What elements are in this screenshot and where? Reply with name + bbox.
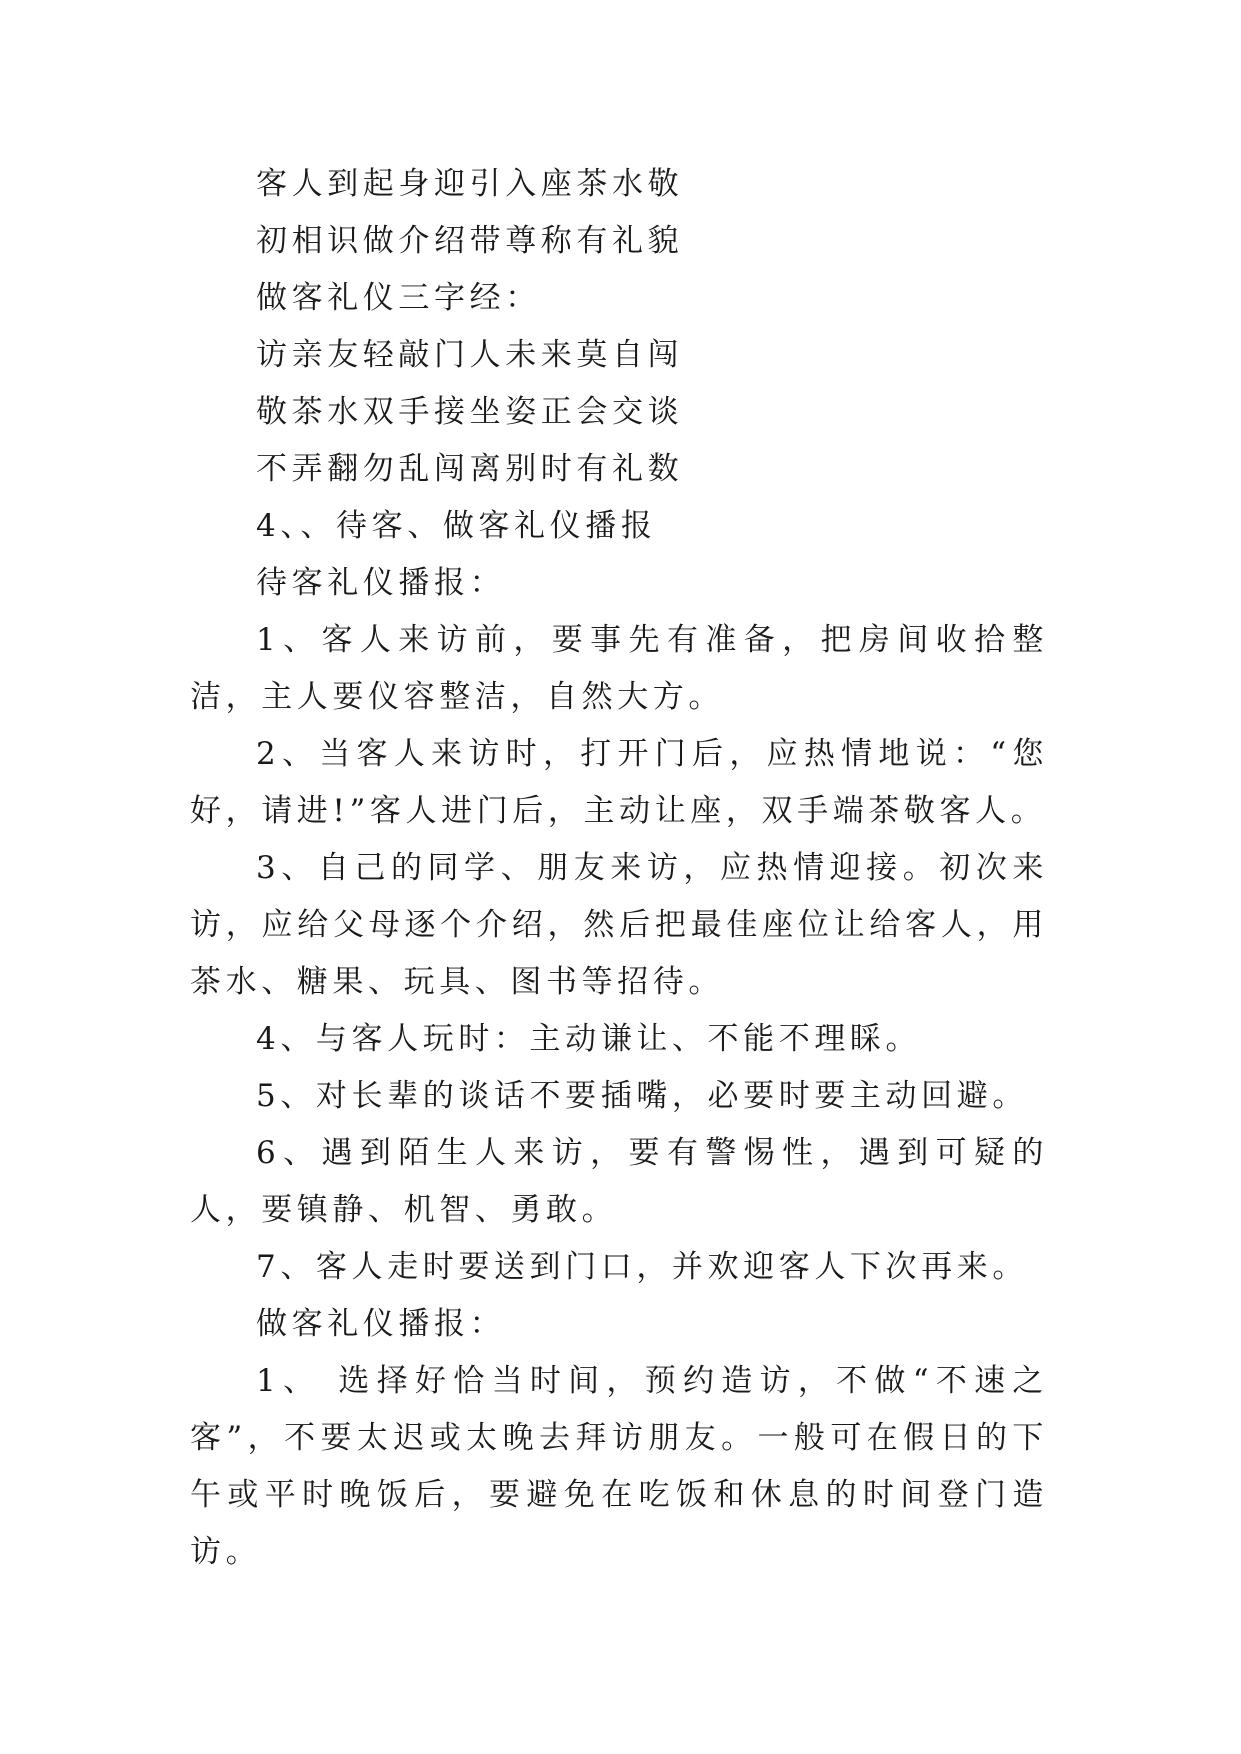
document-body [190,156,1048,1581]
paragraph: 1、客人来访前，要事先有准备，把房间收拾整洁，主人要仪容整洁，自然大方。 [190,622,1048,715]
paragraph: 做客礼仪三字经： [256,280,541,316]
paragraph: 访亲友轻敲门人未来莫自闯 [256,337,684,373]
paragraph: 敬茶水双手接坐姿正会交谈 [256,394,684,430]
subsection-heading: 做客礼仪播报： [256,1306,506,1342]
paragraph: 不弄翻勿乱闯离别时有礼数 [256,451,684,487]
section-heading: 4、、待客、做客礼仪播报 [256,508,657,544]
paragraph: 3、自己的同学、朋友来访，应热情迎接。初次来访，应给父母逐个介绍，然后把最佳座位让给客人，用茶水、糖果、玩具、图书等招待。 [190,850,1048,1000]
subsection-heading: 待客礼仪播报： [256,565,506,601]
paragraph: 6、遇到陌生人来访，要有警惕性，遇到可疑的人，要镇静、机智、勇敢。 [190,1135,1048,1228]
paragraph: 5、对长辈的谈话不要插嘴，必要时要主动回避。 [256,1078,1028,1114]
paragraph: 2、当客人来访时，打开门后，应热情地说：“您好，请进!”客人进门后，主动让座，双手端茶敬客人。 [190,736,1048,829]
paragraph: 4、与客人玩时：主动谦让、不能不理睬。 [256,1021,922,1057]
paragraph: 客人到起身迎引入座茶水敬 [256,166,684,202]
paragraph: 7、客人走时要送到门口，并欢迎客人下次再来。 [256,1249,1028,1285]
paragraph: 初相识做介绍带尊称有礼貌 [256,223,684,259]
paragraph: 1、 选择好恰当时间，预约造访，不做“不速之客”，不要太迟或太晚去拜访朋友。一般可在假日的下午或平时晚饭后，要避免在吃饭和休息的时间登门造访。 [190,1363,1048,1570]
